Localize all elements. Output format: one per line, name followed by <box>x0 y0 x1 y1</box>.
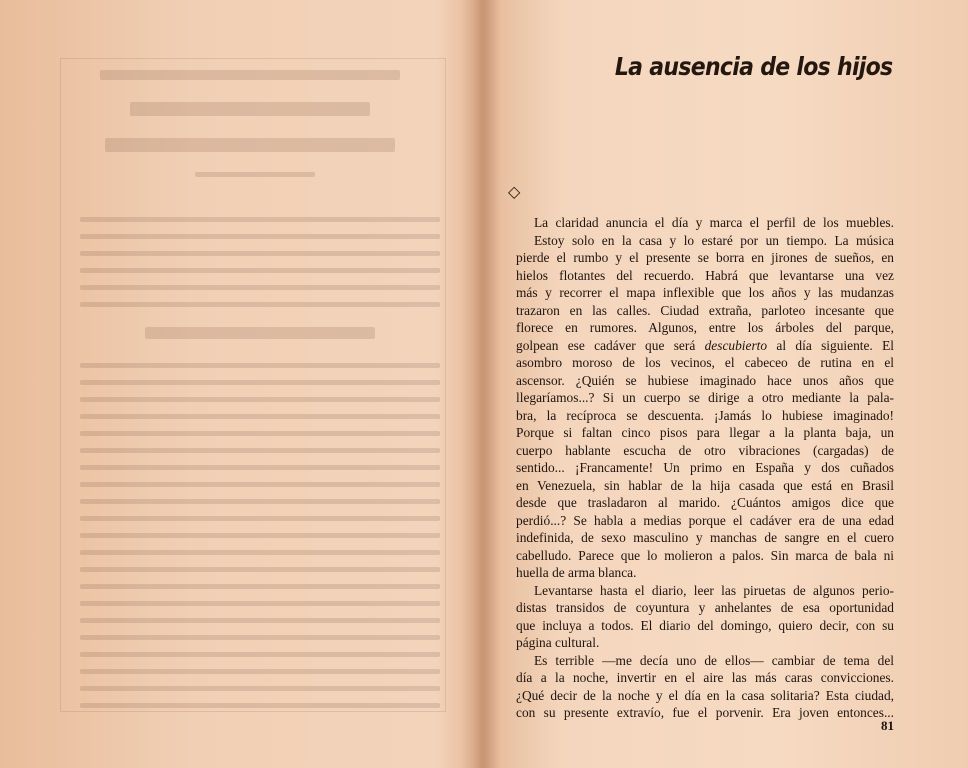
text-line: florece en rumores. Algunos, entre los árboles del parque, <box>516 320 894 335</box>
text-line: llegaríamos...? Si un cuerpo se dirige a otro mediante la pala- <box>516 390 894 405</box>
text-line: sentido... ¡Francamente! Un primo en España y dos cuñados <box>516 460 894 475</box>
text-line: Estoy solo en la casa y lo estaré por un tiempo. La música <box>534 232 894 248</box>
text-line: con su presente extravío, fue el porvenir. Era joven entonces... <box>516 705 894 720</box>
text-segment: golpean ese cadáver que será <box>516 337 696 353</box>
text-line: perdió...? Se habla a medias porque el cadáver era de una edad <box>516 512 894 528</box>
show-through-text <box>70 70 440 710</box>
text-line: desde que trasladaron al marido. ¿Cuántos amigos dice que <box>516 495 894 510</box>
text-line: ascensor. ¿Quién se hubiese imaginado hace unos años que <box>516 372 894 388</box>
text-line: huella de arma blanca. <box>516 565 637 580</box>
text-line: cuerpo hablante escucha de otro vibraciones (cargadas) de <box>516 442 894 458</box>
text-line: hielos flotantes del recuerdo. Habrá que levantarse una vez <box>516 267 894 283</box>
paragraph-3 <box>516 652 894 722</box>
page-number: 81 <box>881 718 894 733</box>
text-line: día a la noche, invertir en el aire las más caras convicciones. <box>516 670 894 685</box>
text-segment: al día siguiente. El <box>776 337 894 353</box>
text-line-with-italic <box>516 337 894 355</box>
right-page <box>484 0 968 768</box>
text-line: Levantarse hasta el diario, leer las piruetas de algunos perio- <box>534 582 894 598</box>
text-line: indefinida, de sexo masculino y manchas de sangre en el cuero <box>516 530 894 545</box>
italic-word: descubierto <box>704 337 768 353</box>
text-line: bra, la recíproca se descuenta. ¡Jamás lo hubiese imaginado! <box>516 407 894 423</box>
chapter-title: La ausencia de los hijos <box>614 52 892 81</box>
text-line: La claridad anuncia el día y marca el perfil de los muebles. <box>534 215 894 230</box>
text-line: en Venezuela, sin hablar de la hija casada que está en Brasil <box>516 477 894 493</box>
text-line: Porque si faltan cinco pisos para llegar a la planta baja, un <box>516 425 894 440</box>
text-line: Es terrible —me decía uno de ellos— cambiar de tema del <box>534 652 894 668</box>
text-line: más y recorrer el mapa inflexible que los años y las mudanzas <box>516 285 894 300</box>
text-line: página cultural. <box>516 635 600 650</box>
diamond-ornament-icon: ◇ <box>508 182 521 201</box>
paragraph-1 <box>516 214 894 582</box>
text-line: ¿Qué decir de la noche y el día en la casa solitaria? Esta ciudad, <box>516 687 894 703</box>
text-line: asombro moroso de los vecinos, el cabeceo de rutina en el <box>516 355 894 370</box>
text-line: cabelludo. Parece que lo molieron a palos. Sin marca de bala ni <box>516 547 894 563</box>
text-line: distas transidos de coyuntura y anhelantes de esa oportunidad <box>516 600 894 615</box>
body-text <box>516 214 894 722</box>
paragraph-2 <box>516 582 894 652</box>
text-line: que incluya a todos. El diario del domingo, quiero decir, con su <box>516 617 894 633</box>
text-line: pierde el rumbo y el presente se borra en jirones de sueños, en <box>516 250 894 265</box>
text-line: trazaron en las calles. Ciudad extraña, parloteo incesante que <box>516 302 894 318</box>
